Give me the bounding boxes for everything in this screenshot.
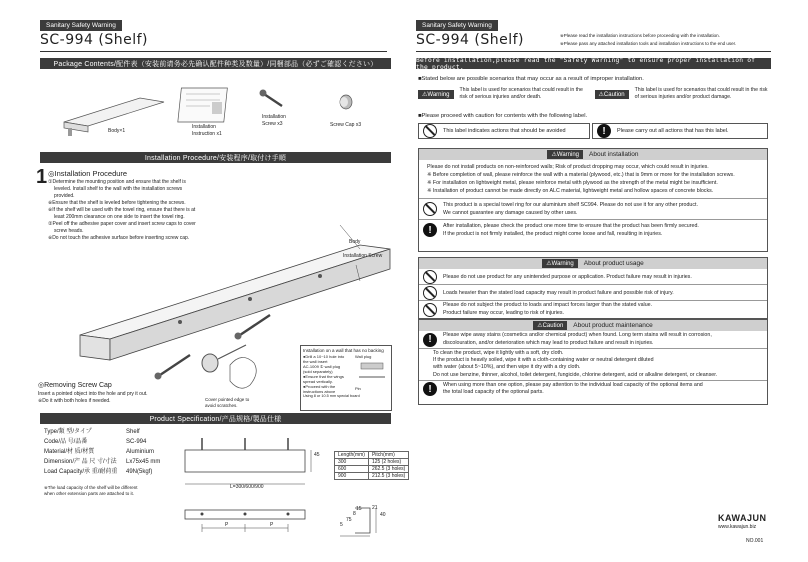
dimension-drawing <box>180 428 395 548</box>
part-label-screw: Installation Screw x3 <box>262 114 286 127</box>
left-header-tag: Sanitary Safety Warning <box>40 14 122 32</box>
wall-plug-label: Wall plug <box>355 353 372 359</box>
brand-url: www.kawajun.biz <box>718 524 757 530</box>
cover-note: Cover pointed edge to avoid scratches. <box>205 397 250 408</box>
mandatory-icon: ! <box>423 223 437 237</box>
procedure-bar: Installation Procedure/安装程序/取付け手順 <box>40 152 391 163</box>
section-installation-body: Please do not install products on non-reinforced walls; Risk of product dropping may occur, which could result in injuries. ※ Before completion of wall, please reinforce the wall with a material (plywood, etc.) that is 9mm or more for the installation screws. ※ For installation on lightweight metal, please reinforce metal with plywood as the strength of the metal might be insufficient. ※ Installation of product cannot be made directly on ALC material, lightweight metal and hollow spaces of concrete blocks. <box>427 164 735 194</box>
part-label-body: Body×1 <box>108 128 126 134</box>
step-title: ◎Installation Procedure <box>48 169 128 178</box>
warning-legend-tag: ⚠Warning <box>418 90 454 99</box>
intro-text: ■Stated below are possible scenarios that may occur as a result of improper installation. <box>418 76 644 82</box>
proceed-text: ■Please proceed with caution for contents with the following label. <box>418 113 588 119</box>
right-title-rule <box>416 51 771 52</box>
contents-bar: Package Contents/配件表（安装前请务必先确认配件种类及数量）/同梱部品（必ずご確認ください） <box>40 58 391 69</box>
section-maintenance-header: ⚠Caution About product maintenance <box>419 320 767 331</box>
instruction-sheet-drawing <box>178 88 228 122</box>
usage-item-3: Please do not subject the product to loads and impact forces larger than the stated value. Product failure may occur, leading to risk of injuries. <box>419 301 767 318</box>
doc-number: NO.001 <box>746 538 764 544</box>
section-installation-item-1: This product is a special towel ring for our aluminium shelf SC994. Please do not use it for any other product. We cannot guarantee any damage caused by other uses. <box>419 198 767 219</box>
spec-list: Type/類 型/タイプ Shelf Code/品 号/品番 SC-994 Material/材 质/材質 Aluminium Dimension/产 品 尺 寸/寸法 Lx75x45 mm Load Capacity/承 重/耐荷重 49N(5kgf) <box>44 429 161 475</box>
dim-p1: P <box>225 522 229 528</box>
step-instructions: ①Determine the mounting position and ensure that the shelf is leveled. Install shelf to the wall with the installation screws provided. ※Ensure that the shelf is leveled before tightening the screws. ※If the shelf will be used with the towel ring, ensure that there is at least 200mm clearance on one side to insert the towel ring. ②Peel off the adhesive paper cover and insert screw caps to cover screw heads. ※Do not touch the adhesive surface before inserting screw cap. <box>48 179 196 241</box>
removing-title: ◎Removing Screw Cap <box>38 382 112 389</box>
part-label-cap: Screw Cap x3 <box>330 122 362 128</box>
prohibit-icon <box>423 270 437 284</box>
mandatory-icon: ! <box>597 124 611 138</box>
wall-plug-drawing <box>355 359 389 385</box>
prohibit-icon <box>423 202 437 216</box>
safety-banner: Before installation,please read the "Safety Warning" to ensure proper installation of the product. <box>416 58 771 69</box>
dim-75: 75 <box>346 517 352 523</box>
mandatory-icon: ! <box>423 333 437 347</box>
spec-note: ※The load capacity of the shelf will be different when other extension parts are attached to it. <box>44 485 138 496</box>
pin-label: Pin <box>355 385 361 391</box>
warning-legend-desc: This label is used for scenarios that could result in the risk of serious injuries and/or death. <box>459 87 583 100</box>
left-model-title: SC-994 (Shelf) <box>40 32 387 52</box>
usage-item-1: Please do not use product for any unintended purpose or application. Product failure may result in injuries. <box>419 269 767 285</box>
backing-box: Installation on a wall that has no backing ●Drill a 10~10 hole into the wall insert AC-1009 ① wall plug (sold separately) ●Ensure that the wings spread vertically. ●Proceed with the instructions above Wall plug Pin Using 8 or 10.5 mm special board <box>300 345 392 411</box>
screw-drawing <box>260 90 283 107</box>
section-installation-header: ⚠Warning About installation <box>419 149 767 160</box>
dim-15: 15 <box>356 506 362 512</box>
dim-45: 45 <box>314 452 320 458</box>
usage-item-2: Loads heavier than the stated load capacity may result in product failure and possible risk of injury. <box>419 285 767 301</box>
maintenance-item-3: ! When using more than one option, please pay attention to the individual load capacity of the optional items and the total load capacity of the optional parts. <box>419 381 767 398</box>
prohibit-icon <box>423 303 437 317</box>
prohibit-legend: This label indicates actions that should be avoided <box>418 123 590 139</box>
pitch-table: Length(mm) Pitch(mm) 300 125 (2 holes) 600 262.5 (3 holes) 900 212.5 (3 holes) <box>334 451 409 480</box>
part-label-instruction: Installation Instruction x1 <box>192 124 222 137</box>
dim-5: 5 <box>340 522 343 528</box>
section-installation <box>418 148 768 252</box>
mandatory-icon: ! <box>423 382 437 396</box>
dim-length-label: L=300/600/900 <box>230 484 264 490</box>
label-legend <box>418 87 768 101</box>
right-model-title: SC-994 (Shelf) <box>416 32 525 48</box>
screw-cap-drawing <box>340 95 352 109</box>
wall-shelf-drawing <box>80 245 390 360</box>
mandatory-legend: ! Please carry out all actions that has this label. <box>592 123 768 139</box>
dim-40: 40 <box>380 512 386 518</box>
maintenance-item-1: ! Please wipe away stains (cosmetics and/or chemical product) when found. Long term stains will result in corrosion, discolouration, and/or deterioration which may lead to product failure and result in injuries. <box>419 331 767 349</box>
spec-bar: Product Specification/产品规格/製品仕様 <box>40 413 391 424</box>
right-notes: ※Please read the installation instructions before proceeding with the installation. ※Please pass any attached installation tools and installation instructions to the end user. <box>560 33 737 46</box>
step-number: 1 <box>36 166 48 188</box>
dim-p2: P <box>270 522 274 528</box>
dim-8: 8 <box>353 511 356 517</box>
removing-instructions: Insert a pointed object into the hole and pry it out. ※Do it with both holes if needed. <box>38 391 148 404</box>
section-usage <box>418 257 768 319</box>
section-maintenance <box>418 319 768 405</box>
prohibit-icon <box>423 286 437 300</box>
section-installation-item-2: ! After installation, please check the product one more time to ensure that the product has been firmly secured. If the product is not firmly installed, the product might come loose and fall, resulting in injuries. <box>419 219 767 240</box>
label-body: Body <box>349 239 361 245</box>
label-screw: Installation Screw <box>343 253 383 259</box>
prohibit-icon <box>423 124 437 138</box>
caution-legend-desc: This label is used for scenarios that could result in the risk of serious injuries and/or product damage. <box>634 87 768 100</box>
maintenance-item-2: To clean the product, wipe it lightly with a soft, dry cloth. If the product is heavily soiled, wipe it with a cloth-containing water or neutral detergent diluted with water (about 5~10%), and then wipe it dry with a dry cloth. Do not use benzine, thinner, alcohol, toilet detergent, fungicide, chlorine detergent, acid or alkaline detergent, or cleanser. <box>419 349 767 381</box>
section-usage-header: ⚠Warning About product usage <box>419 258 767 269</box>
dim-21: 21 <box>372 505 378 511</box>
right-header-tag: Sanitary Safety Warning <box>416 14 498 32</box>
brand-logo: KAWAJUN <box>718 513 767 523</box>
caution-legend-tag: ⚠Caution <box>595 90 629 99</box>
hand-drawing <box>230 357 256 388</box>
